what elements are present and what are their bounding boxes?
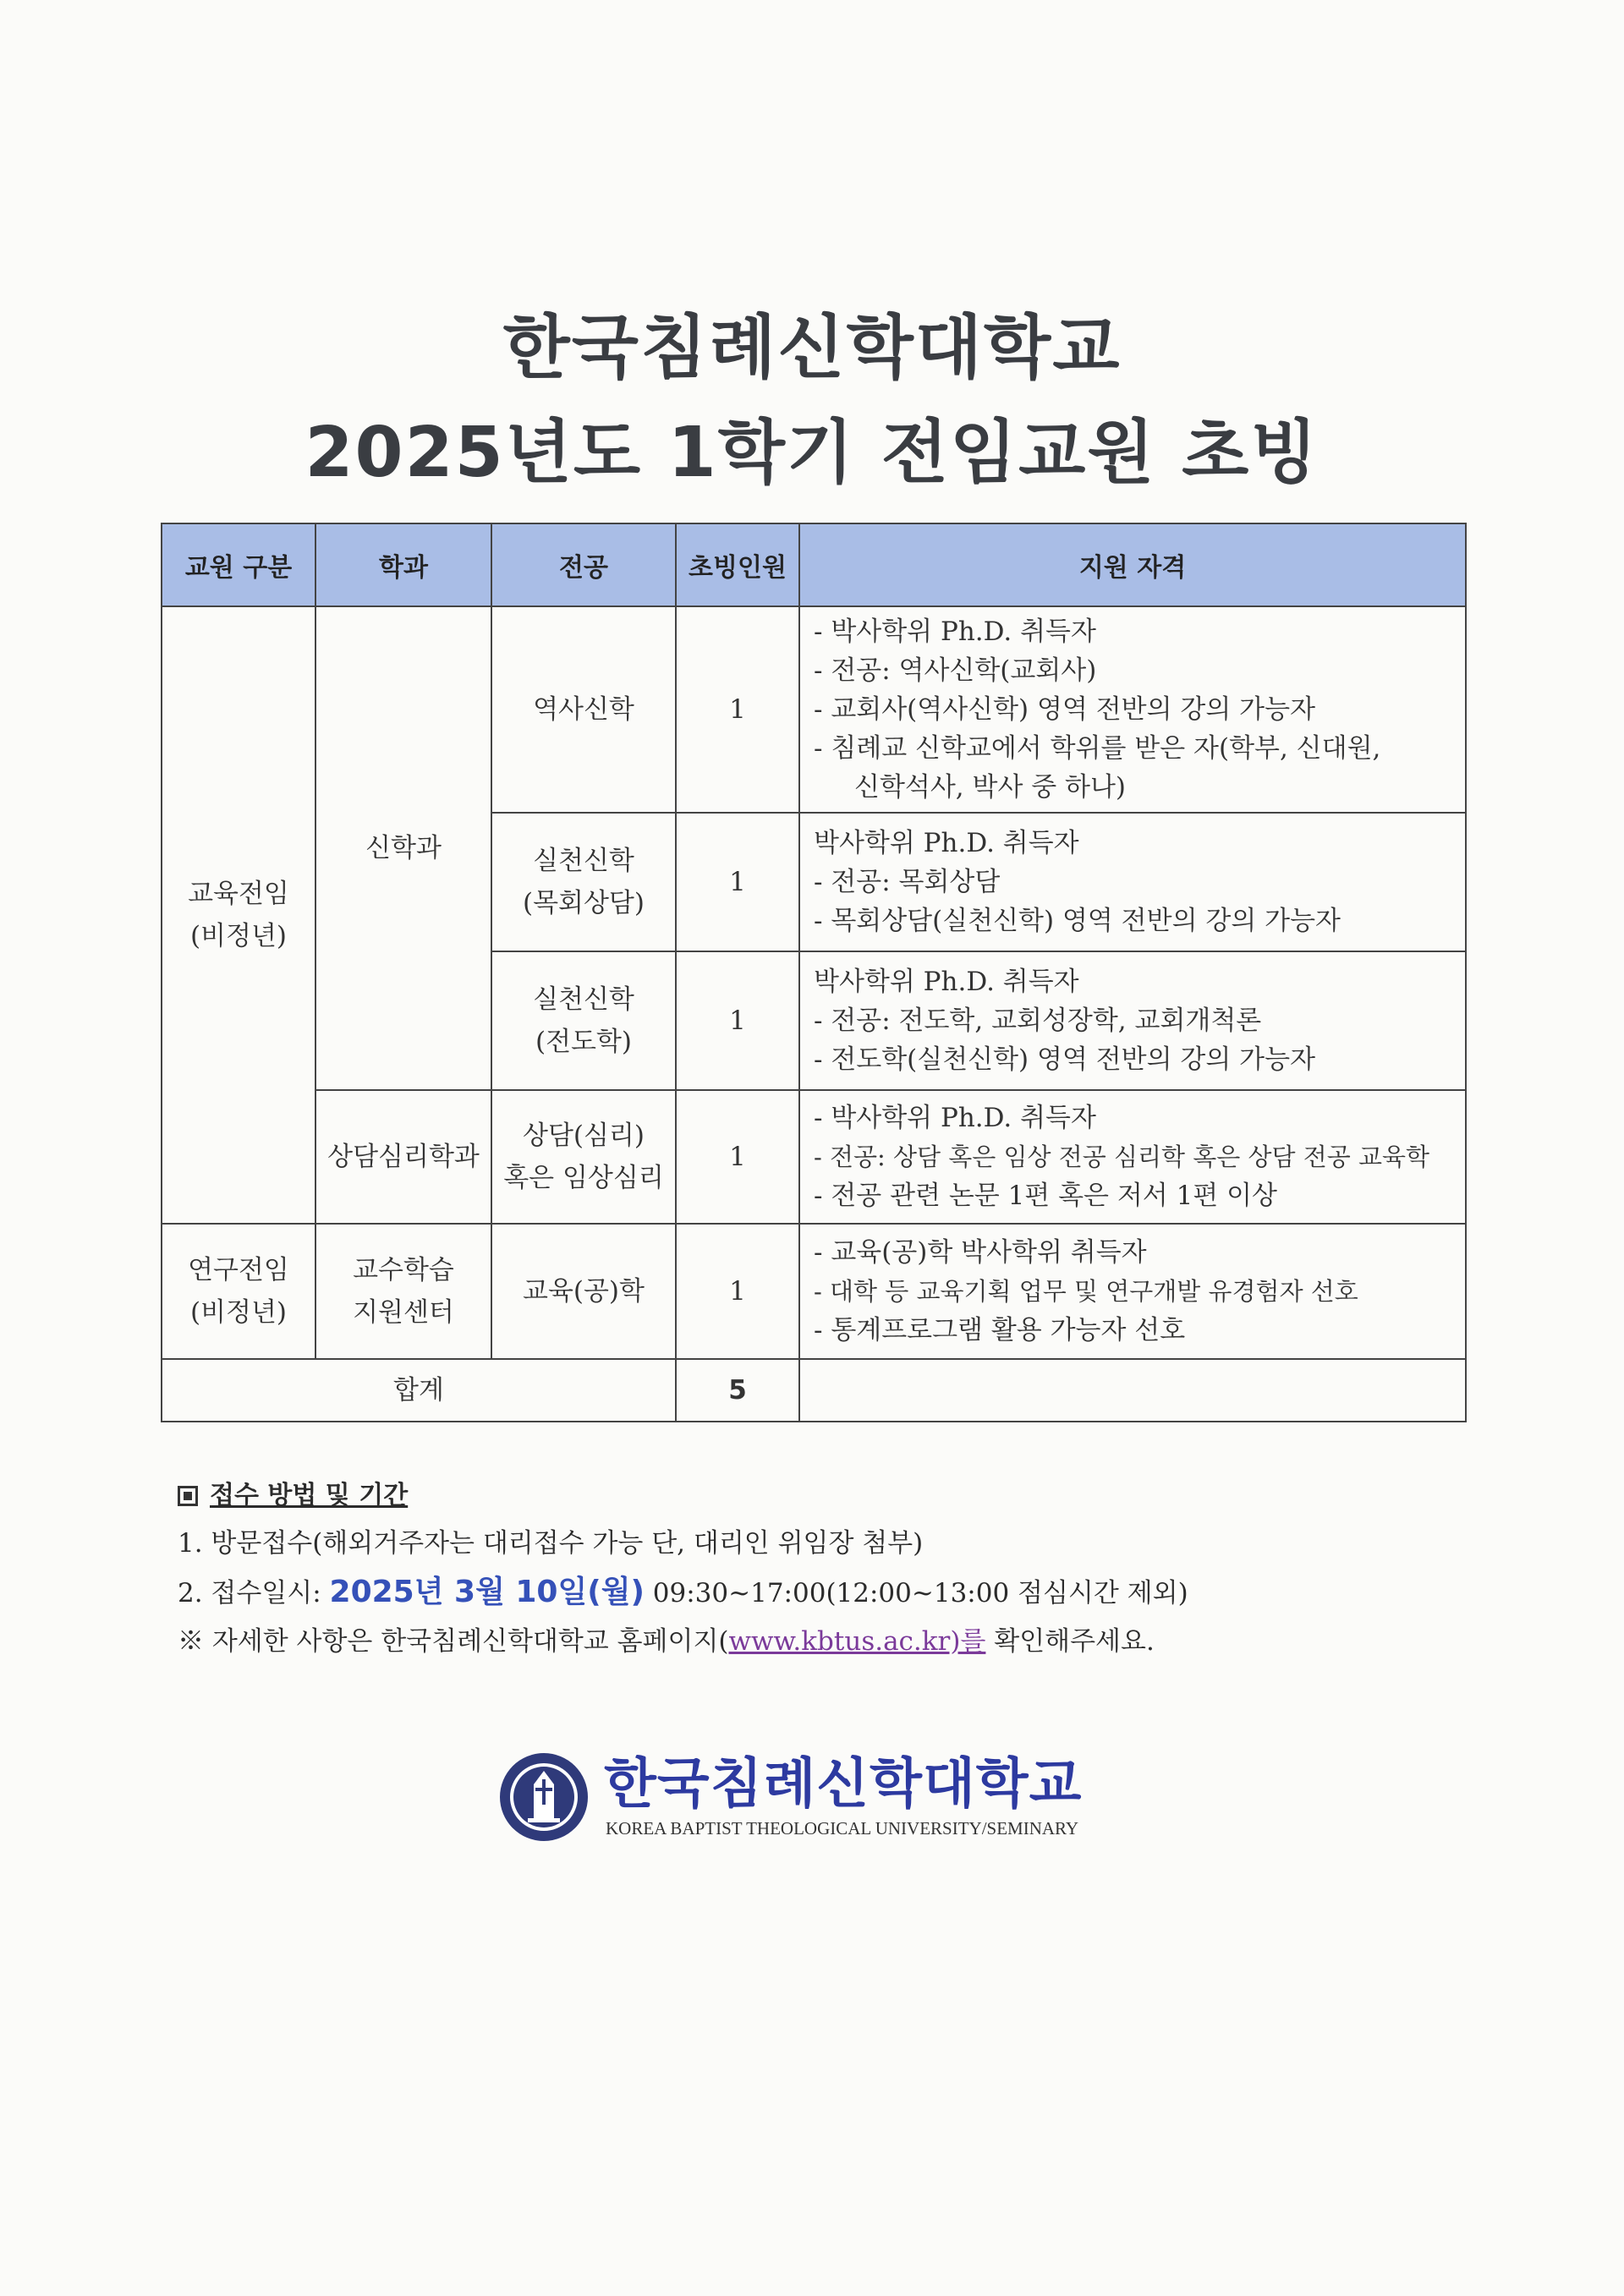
document-title	[0, 296, 1624, 506]
logo-english-name: KOREA BAPTIST THEOLOGICAL UNIVERSITY/SEMINARY	[606, 1818, 1079, 1838]
qualification-line: 박사학위 Ph.D. 취득자	[814, 828, 1079, 858]
title-recruitment: 2025년도 1학기 전임교원 초빙	[304, 413, 1320, 493]
table-row	[162, 606, 1466, 813]
major-name-detail: (전도학)	[535, 1027, 633, 1057]
application-item-1: 1. 방문접수(해외거주자는 대리접수 가능 단, 대리인 위임장 첨부)	[178, 1528, 924, 1559]
qualification-line: 신학석사, 박사 중 하나)	[854, 772, 1127, 803]
total-label: 합계	[162, 1359, 676, 1422]
qualification-line: 박사학위 Ph.D. 취득자	[814, 967, 1079, 997]
major-name-detail: 혹은 임상심리	[503, 1163, 664, 1193]
qualification-cell	[799, 1224, 1466, 1359]
university-logo	[497, 1751, 1140, 1844]
major-name: 실천신학	[533, 846, 634, 876]
major-cell	[491, 951, 676, 1090]
application-item-2	[178, 1568, 1446, 1618]
application-date: 2025년 3월 10일(월)	[329, 1575, 645, 1609]
total-empty-cell	[799, 1359, 1466, 1422]
qualification-line: - 전공: 전도학, 교회성장학, 교회개척론	[814, 1006, 1262, 1036]
table-row	[162, 1224, 1466, 1359]
header-count: 초빙인원	[676, 523, 799, 606]
qualification-cell	[799, 951, 1466, 1090]
major-name: 실천신학	[533, 984, 634, 1015]
department-name-detail: 지원센터	[353, 1297, 454, 1328]
section-heading-label: 접수 방법 및 기간	[210, 1481, 409, 1510]
homepage-note	[178, 1618, 1446, 1666]
department-cell-counseling: 상담심리학과	[315, 1090, 491, 1224]
major-name-detail: (목회상담)	[523, 888, 645, 918]
count-cell: 1	[676, 1224, 799, 1359]
qualification-line: - 박사학위 Ph.D. 취득자	[814, 1103, 1096, 1133]
qualification-line: - 목회상담(실천신학) 영역 전반의 강의 가능자	[814, 906, 1341, 936]
qualification-line: - 전도학(실천신학) 영역 전반의 강의 가능자	[814, 1044, 1316, 1075]
major-name: 상담(심리)	[523, 1121, 645, 1151]
header-category: 교원 구분	[162, 523, 315, 606]
category-tenure: (비정년)	[189, 1297, 288, 1328]
table-row	[162, 1090, 1466, 1224]
qualification-cell	[799, 606, 1466, 813]
count-cell: 1	[676, 606, 799, 813]
title-university: 한국침례신학대학교	[502, 308, 1122, 388]
qualification-line: - 전공 관련 논문 1편 혹은 저서 1편 이상	[814, 1181, 1277, 1211]
category-name: 교육전임	[188, 879, 289, 909]
homepage-note-suffix: 확인해주세요.	[985, 1626, 1155, 1657]
header-qualifications: 지원 자격	[799, 523, 1466, 606]
qualification-line: - 전공: 목회상담	[814, 867, 1001, 897]
qualification-line: - 전공: 상담 혹은 임상 전공 심리학 혹은 상담 전공 교육학	[814, 1143, 1430, 1171]
major-cell	[491, 1090, 676, 1224]
major-name: 교육(공)학	[523, 1276, 645, 1307]
category-name: 연구전임	[188, 1255, 289, 1285]
category-cell-research	[162, 1224, 315, 1359]
application-time: 09:30~17:00(12:00~13:00 점심시간 제외)	[644, 1578, 1188, 1608]
total-row	[162, 1359, 1466, 1422]
major-name: 역사신학	[533, 694, 634, 725]
qualification-line: - 통계프로그램 활용 가능자 선호	[814, 1315, 1186, 1345]
category-cell-edu	[162, 606, 315, 1224]
department-cell-research	[315, 1224, 491, 1359]
major-cell	[491, 606, 676, 813]
qualification-cell	[799, 1090, 1466, 1224]
section-heading	[178, 1471, 1446, 1520]
homepage-link[interactable]: www.kbtus.ac.kr)를	[728, 1626, 986, 1657]
count-cell: 1	[676, 1090, 799, 1224]
major-cell	[491, 813, 676, 951]
category-tenure: (비정년)	[189, 921, 288, 951]
square-bullet-icon	[178, 1486, 198, 1506]
qualification-line: - 교회사(역사신학) 영역 전반의 강의 가능자	[814, 694, 1316, 725]
logo-korean-name: 한국침례신학대학교	[604, 1753, 1083, 1816]
homepage-note-prefix: ※ 자세한 사항은 한국침례신학대학교 홈페이지(	[178, 1626, 729, 1657]
header-department: 학과	[315, 523, 491, 606]
department-name: 교수학습	[353, 1255, 454, 1285]
qualification-cell	[799, 813, 1466, 951]
table-header-row	[162, 523, 1466, 606]
header-major: 전공	[491, 523, 676, 606]
qualification-line: - 전공: 역사신학(교회사)	[814, 655, 1097, 686]
major-cell	[491, 1224, 676, 1359]
count-cell: 1	[676, 813, 799, 951]
university-seal-icon	[497, 1751, 590, 1844]
qualification-line: - 박사학위 Ph.D. 취득자	[814, 616, 1096, 647]
application-info	[178, 1471, 1446, 1666]
qualification-line: - 대학 등 교육기획 업무 및 연구개발 유경험자 선호	[814, 1277, 1358, 1306]
recruitment-table	[161, 523, 1467, 1422]
application-date-label: 2. 접수일시:	[178, 1578, 330, 1608]
qualification-line: - 교육(공)학 박사학위 취득자	[814, 1237, 1147, 1268]
department-cell-theology: 신학과	[315, 606, 491, 1090]
total-value: 5	[676, 1359, 799, 1422]
qualification-line: - 침례교 신학교에서 학위를 받은 자(학부, 신대원,	[814, 733, 1381, 764]
count-cell: 1	[676, 951, 799, 1090]
